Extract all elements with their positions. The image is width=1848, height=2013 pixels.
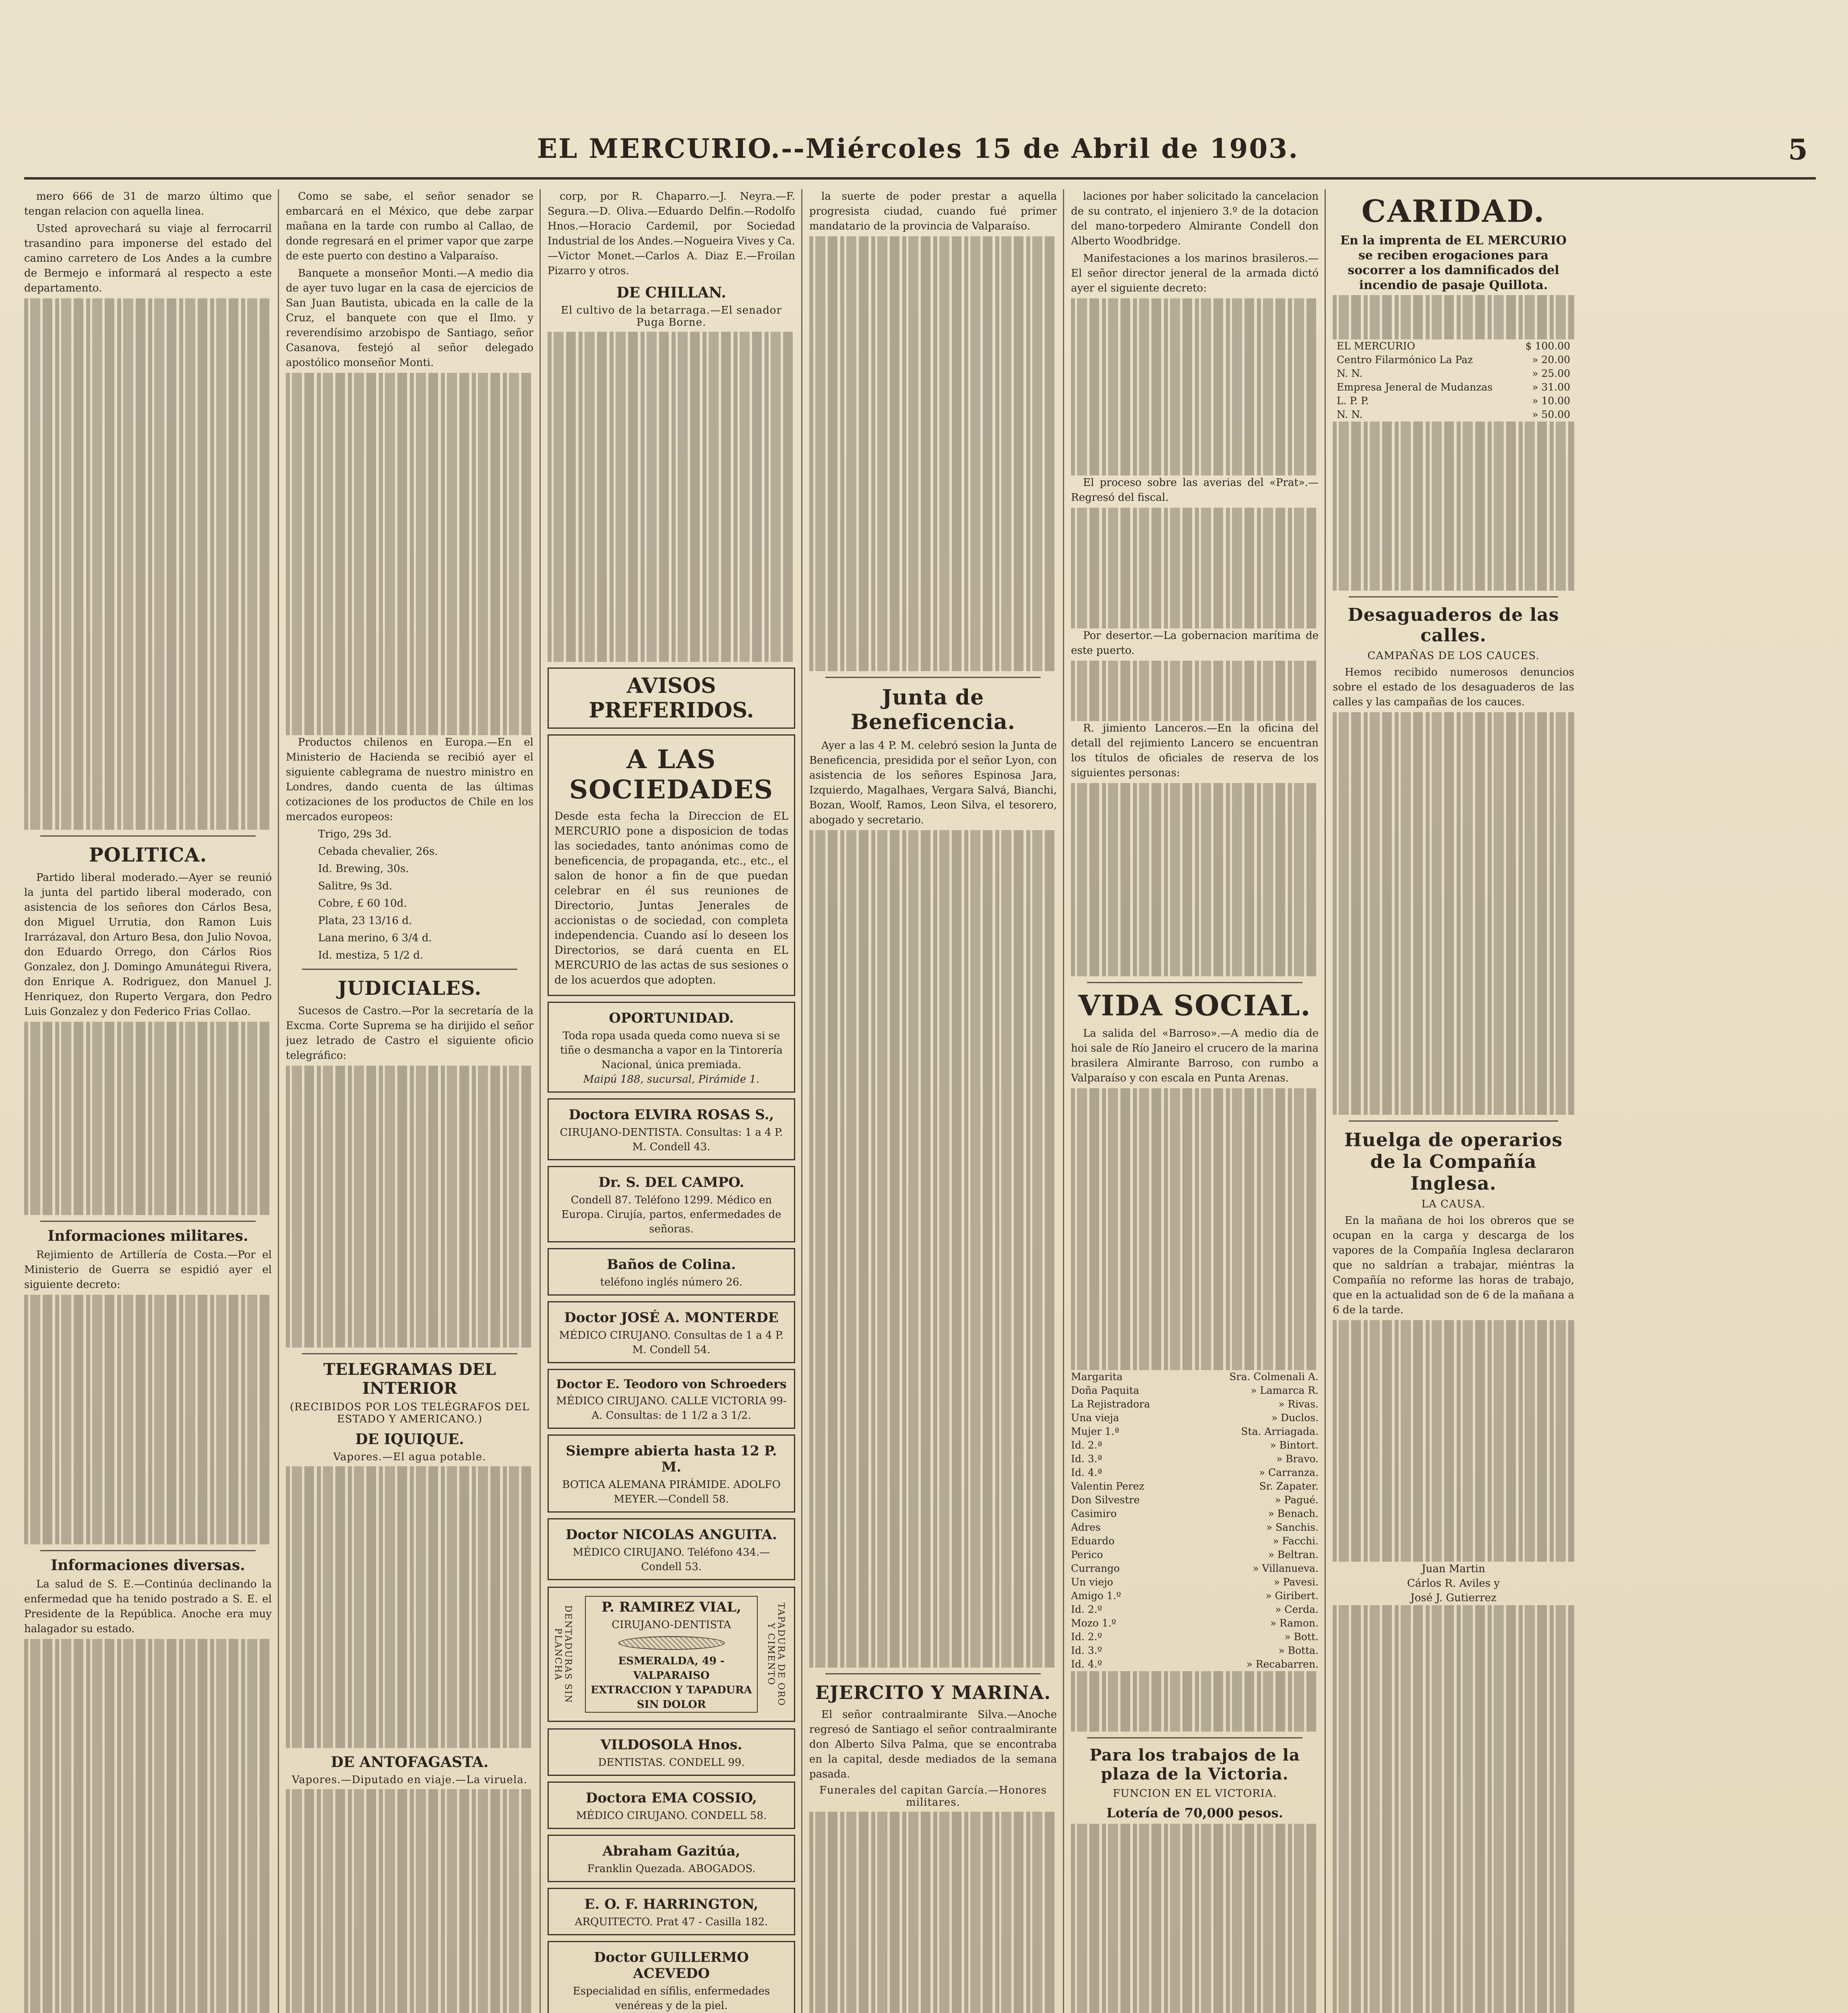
cast-row-label: Eduardo <box>1071 1535 1115 1547</box>
header-rule <box>24 177 1816 180</box>
cast-row <box>1071 1603 1319 1616</box>
ad-name: Baños de Colina. <box>607 1257 736 1273</box>
ad-detail: DENTISTAS. CONDELL 99. <box>598 1757 745 1769</box>
divider <box>825 1673 1041 1674</box>
cast-row <box>1071 1370 1319 1384</box>
cast-row-label: Id. 2.º <box>1071 1604 1102 1615</box>
cast-row <box>1071 1480 1319 1493</box>
text-block <box>809 830 1057 1668</box>
cast-row <box>1071 1521 1319 1534</box>
ad-detail: teléfono inglés número 26. <box>600 1276 743 1288</box>
cast-row-label: Id. 3.º <box>1071 1645 1102 1656</box>
section-title-vida-social: VIDA SOCIAL. <box>1078 989 1311 1022</box>
donor-row <box>1337 380 1570 394</box>
text-block <box>1071 298 1319 475</box>
quote-item: Plata, 23 13/16 d. <box>318 915 412 927</box>
divider <box>1087 1737 1302 1738</box>
signer: Cárlos R. Aviles y <box>1407 1577 1500 1589</box>
text-block <box>1071 783 1319 976</box>
quote-item: Id. Brewing, 30s. <box>318 863 409 875</box>
ad-del-campo <box>548 1166 795 1242</box>
ad-ema-cossio <box>548 1782 795 1829</box>
section-title-politica: POLITICA. <box>89 844 207 866</box>
text-block <box>1071 1671 1319 1732</box>
cast-row <box>1071 1575 1319 1589</box>
chillan-subtitle: El cultivo de la betarraga.—El senador Puga Borne. <box>561 304 782 329</box>
text-block <box>24 1022 272 1215</box>
ad-detail: Franklin Quezada. ABOGADOS. <box>587 1863 756 1875</box>
column-6 <box>1333 189 1812 2013</box>
quotes-list <box>286 827 533 963</box>
funerales-subtitle: Funerales del capitan García.—Honores militares. <box>819 1784 1047 1808</box>
cast-row <box>1071 1548 1319 1562</box>
divider <box>40 835 256 837</box>
donor-row-value: » 25.00 <box>1532 368 1570 379</box>
quote-item: Cebada chevalier, 26s. <box>318 845 438 858</box>
telegramas-subtitle: (RECIBIDOS POR LOS TELÉGRAFOS DEL ESTADO Y AMERICANO.) <box>290 1401 529 1425</box>
cast-row <box>1071 1397 1319 1411</box>
ad-name: VILDOSOLA Hnos. <box>600 1737 742 1753</box>
column-4 <box>809 189 1057 2013</box>
col4-intro: la suerte de poder prestar a aquella progresista ciudad, cuando fué primer mandatario de la provincia de Valparaíso. <box>809 190 1057 232</box>
cast-row-label: La Rejistradora <box>1071 1398 1150 1410</box>
ad-detail: ARQUITECTO. Prat 47 - Casilla 182. <box>575 1916 768 1928</box>
cast-row-value: » Villanueva. <box>1253 1562 1319 1574</box>
victoria-subtitle: FUNCION EN EL VICTORIA. <box>1112 1788 1277 1800</box>
cast-row-value: » Rivas. <box>1278 1398 1319 1410</box>
donor-row-value: » 10.00 <box>1532 395 1570 407</box>
desertor-text: Por desertor.—La gobernacion marítima de este puerto. <box>1071 630 1319 657</box>
cast-row-label: Un viejo <box>1071 1576 1113 1588</box>
cast-row-label: Margarita <box>1071 1371 1123 1383</box>
cast-row <box>1071 1466 1319 1480</box>
cast-list <box>1071 1370 1319 1671</box>
cast-row-value: » Carranza. <box>1259 1467 1319 1478</box>
avisos-banner: AVISOS PREFERIDOS. <box>548 668 795 729</box>
iquique-title: DE IQUIQUE. <box>355 1431 464 1448</box>
column-rule <box>801 189 802 2013</box>
cast-row-value: Sr. Zapater. <box>1259 1480 1319 1492</box>
oportunidad-title: OPORTUNIDAD. <box>609 1010 734 1026</box>
quote-item: Salitre, 9s 3d. <box>318 880 393 892</box>
cast-row-value: » Sanchis. <box>1266 1521 1319 1533</box>
chillan-title: DE CHILLAN. <box>616 284 726 301</box>
ad-name: Doctor JOSÉ A. MONTERDE <box>564 1310 779 1326</box>
cast-row-value: » Beltran. <box>1268 1549 1319 1560</box>
col2-intro: Como se sabe, el señor senador se embarcará en el México, que debe zarpar mañana en la tarde con rumbo al Callao, de donde regresará en el primer vapor que zarpe de este puerto con destino a Valparaíso. <box>286 190 533 262</box>
cast-row <box>1071 1534 1319 1548</box>
cast-row-label: Id. 3.ª <box>1071 1453 1102 1465</box>
ad-side-text: TAPADURA DE ORO Y CIMENTO <box>766 1602 786 1706</box>
tooth-illustration <box>618 1636 725 1650</box>
ad-harrington <box>548 1888 795 1935</box>
ad-monterde <box>548 1301 795 1363</box>
text-block <box>286 1066 533 1348</box>
cast-row-label: Casimiro <box>1071 1508 1117 1519</box>
cast-row-label: Perico <box>1071 1549 1103 1560</box>
ejercito-text: El señor contraalmirante Silva.—Anoche regresó de Santiago el señor contraalmirante don Alberto Silva Palma, que se encontraba en la capital, desde mediados de la semana pasada. <box>809 1709 1057 1780</box>
section-title-caridad: CARIDAD. <box>1361 193 1546 229</box>
ad-detail: CIRUJANO-DENTISTA. Consultas: 1 a 4 P. M. Condell 43. <box>560 1126 783 1153</box>
donor-row <box>1337 367 1570 380</box>
beneficencia-text: Ayer a las 4 P. M. celebró sesion la Junta de Beneficencia, presidida por el señor Lyon, con asistencia de los señores Espinosa Jara, Izquierdo, Magalhaes, Vergara Salvá, Bianchi, Bozan, Woolf, Ramos, Leon Silva, el tesorero, abogado y secretario. <box>809 740 1057 826</box>
text-block <box>548 332 795 662</box>
cast-row-value: » Facchi. <box>1273 1535 1319 1547</box>
ad-name: Siempre abierta hasta 12 P. M. <box>566 1443 777 1475</box>
column-rule <box>1325 189 1326 2013</box>
divider <box>825 677 1041 678</box>
section-title-judiciales: JUDICIALES. <box>337 977 482 1000</box>
oportunidad-ad <box>548 1002 795 1093</box>
lanceros-text: R. jimiento Lanceros.—En la oficina del detall del rejimiento Lancero se encuentran los títulos de oficiales de reserva de los siguientes personas: <box>1071 722 1319 779</box>
cast-row <box>1071 1384 1319 1397</box>
divider <box>302 1353 517 1354</box>
cast-row <box>1071 1644 1319 1658</box>
antofagasta-title: DE ANTOFAGASTA. <box>331 1754 489 1771</box>
column-rule <box>540 189 541 2013</box>
cast-row <box>1071 1438 1319 1452</box>
antofagasta-subtitle: Vapores.—Diputado en viaje.—La viruela. <box>292 1774 527 1786</box>
cast-row-label: Adres <box>1071 1521 1101 1533</box>
cast-row-value: » Botta. <box>1278 1645 1319 1656</box>
cast-row-label: Id. 4.ª <box>1071 1467 1102 1478</box>
ad-acevedo <box>548 1941 795 2013</box>
cast-row-label: Id. 4.º <box>1071 1658 1102 1670</box>
quote-item: Cobre, £ 60 10d. <box>318 897 407 909</box>
donors-list <box>1333 339 1574 422</box>
section-title-diversas: Informaciones diversas. <box>51 1557 245 1574</box>
cast-row-label: Currango <box>1071 1562 1120 1574</box>
column-2 <box>286 189 533 2013</box>
cast-row <box>1071 1411 1319 1425</box>
diversas-text: La salud de S. E.—Continúa declinando la enfermedad que ha tenido postrado a S. E. el Presidente de la República. Anoche era muy halagador su estado. <box>24 1578 272 1635</box>
cast-row-label: Don Silvestre <box>1071 1494 1140 1506</box>
col1-intro: mero 666 de 31 de marzo último que tengan relacion con aquella linea. <box>24 190 272 217</box>
text-block <box>809 236 1057 671</box>
cast-row <box>1071 1507 1319 1521</box>
militares-text: Rejimiento de Artillería de Costa.—Por el Ministerio de Guerra se espidió ayer el siguiente decreto: <box>24 1249 272 1291</box>
text-block <box>1333 712 1574 1115</box>
ad-detail: MÉDICO CIRUJANO. Consultas de 1 a 4 P. M. Condell 54. <box>559 1329 784 1356</box>
cast-row-value: » Bintort. <box>1270 1439 1319 1451</box>
judiciales-text: Sucesos de Castro.—Por la secretaría de la Excma. Corte Suprema se ha dirijido el señor juez letrado de Castro el siguiente oficio telegráfico: <box>286 1005 533 1062</box>
text-block <box>1071 661 1319 721</box>
donor-row <box>1337 394 1570 408</box>
cast-row <box>1071 1616 1319 1630</box>
text-block <box>24 1639 272 2013</box>
cast-row <box>1071 1452 1319 1466</box>
ad-gazitua <box>548 1835 795 1882</box>
ad-name: E. O. F. HARRINGTON, <box>584 1896 759 1912</box>
vial-extraction: EXTRACCION Y TAPADURA SIN DOLOR <box>591 1684 752 1711</box>
donor-row-value: » 31.00 <box>1532 381 1570 393</box>
quote-item: Trigo, 29s 3d. <box>318 828 392 840</box>
cast-row-label: Id. 2.º <box>1071 1631 1102 1643</box>
cast-row-value: » Bravo. <box>1276 1453 1319 1465</box>
cast-row <box>1071 1658 1319 1671</box>
text-block <box>286 1466 533 1748</box>
ad-elvira-rosas <box>548 1098 795 1160</box>
manif-text: Manifestaciones a los marinos brasileros.—El señor director jeneral de la armada dictó ayer el siguiente decreto: <box>1071 252 1319 294</box>
ad-name: Doctor GUILLERMO ACEVEDO <box>594 1949 749 1982</box>
donor-row-label: N. N. <box>1337 368 1363 379</box>
donor-row-label: Centro Filarmónico La Paz <box>1337 354 1473 366</box>
ad-detail: MÉDICO CIRUJANO. CALLE VICTORIA 99-A. Consultas: de 1 1/2 a 3 1/2. <box>556 1395 787 1422</box>
cast-row-value: » Ramon. <box>1270 1617 1319 1629</box>
loteria-title: Lotería de 70,000 pesos. <box>1106 1805 1283 1821</box>
cast-row-label: Doña Paquita <box>1071 1385 1139 1396</box>
ad-name: Doctora ELVIRA ROSAS S., <box>568 1107 774 1123</box>
cast-row-label: Una vieja <box>1071 1412 1119 1424</box>
cast-row-value: » Pavesi. <box>1273 1576 1319 1588</box>
cast-row-label: Id. 2.ª <box>1071 1439 1102 1451</box>
europa-text: Productos chilenos en Europa.—En el Ministerio de Hacienda se recibió ayer el siguiente cablegrama de nuestro ministro en Londres, dando cuenta de las últimas cotizaciones de los productos de Chile en los mercados europeos: <box>286 736 533 823</box>
ad-name: Doctor NICOLAS ANGUITA. <box>565 1527 777 1543</box>
politica-text: Partido liberal moderado.—Ayer se reunió la junta del partido liberal moderado, con asistencia de los señores don Cárlos Besa, don Miguel Urrutia, don Ramon Luis Irarrázaval, don Arturo Besa, don Julio Novoa, don Eduardo Orrego, don Cárlos Rios Gonzalez, don J. Domingo Amunátegui Rivera, don Enrique A. Rodriguez, don Manuel J. Henriquez, don Ruperto Vergara, don Pedro Luis Gonzalez y don Federico Frias Collao. <box>24 872 272 1018</box>
col6-inner <box>1333 193 1574 2013</box>
vial-address: ESMERALDA, 49 - VALPARAISO <box>618 1655 725 1682</box>
cast-row-value: » Giribert. <box>1265 1590 1319 1602</box>
ad-detail: BOTICA ALEMANA PIRÁMIDE. ADOLFO MEYER.—Condell 58. <box>562 1479 781 1505</box>
donor-row-value: » 20.00 <box>1532 354 1570 366</box>
section-title-huelga: Huelga de operarios de la Compañía Inglesa. <box>1344 1129 1563 1194</box>
quote-item: Lana merino, 6 3/4 d. <box>318 932 432 944</box>
divider <box>1087 982 1302 983</box>
col3-intro: corp, por R. Chaparro.—J. Neyra.—F. Segura.—D. Oliva.—Eduardo Delfin.—Rodolfo Hnos.—Horacio Cardemil, por Sociedad Industrial de los Andes.—Nogueira Vives y Ca.—Victor Monet.—Carlos A. Diaz E.—Froilan Pizarro y otros. <box>548 190 795 277</box>
ad-vildosola <box>548 1728 795 1776</box>
divider <box>302 969 517 970</box>
cast-row-value: » Bott. <box>1284 1631 1319 1643</box>
ad-banos-colina <box>548 1248 795 1296</box>
donor-row-label: EL MERCURIO <box>1337 340 1415 352</box>
cast-row-value: » Duclos. <box>1271 1412 1319 1424</box>
text-block <box>1333 422 1574 591</box>
divider <box>40 1550 256 1551</box>
cast-row-label: Valentin Perez <box>1071 1480 1145 1492</box>
cast-row-label: Mozo 1.º <box>1071 1617 1116 1629</box>
desaguaderos-text: Hemos recibido numerosos denuncios sobre el estado de los desaguaderos de las calles y las campañas de los cauces. <box>1333 666 1574 708</box>
section-title-ejercito: EJERCITO Y MARINA. <box>815 1682 1051 1703</box>
section-title-desaguaderos: Desaguaderos de las calles. <box>1348 605 1559 646</box>
ad-side-text: DENTADURAS SIN PLANCHA <box>553 1605 573 1703</box>
iquique-subtitle: Vapores.—El agua potable. <box>333 1451 486 1463</box>
signer: Juan Martin <box>1422 1563 1485 1575</box>
ad-ramirez-vial <box>548 1587 795 1722</box>
cast-row-value: Sta. Arriagada. <box>1241 1426 1319 1437</box>
vial-name: P. RAMIREZ VIAL, <box>601 1599 742 1615</box>
caridad-text: En la imprenta de EL MERCURIO se reciben erogaciones para socorrer a los damnificados del incendio de pasaje Quillota. <box>1340 234 1567 292</box>
text-block <box>809 1812 1057 2013</box>
text-block <box>1333 295 1574 339</box>
desaguaderos-subtitle: CAMPAÑAS DE LOS CAUCES. <box>1367 650 1540 662</box>
cast-row <box>1071 1562 1319 1575</box>
section-title-militares: Informaciones militares. <box>48 1228 248 1244</box>
cast-row-value: » Lamarca R. <box>1251 1385 1319 1396</box>
ad-name: Abraham Gazitúa, <box>602 1843 740 1859</box>
quote-item: Id. mestiza, 5 1/2 d. <box>318 949 424 961</box>
column-rule <box>1063 189 1064 2013</box>
donor-row-label: L. P. P. <box>1337 395 1369 407</box>
vida-text: La salida del «Barroso».—A medio dia de hoi sale de Río Janeiro el crucero de la marina brasilera Almirante Barroso, con rumbo a Valparaíso y con escala en Punta Arenas. <box>1071 1027 1319 1084</box>
ad-center <box>585 1596 758 1713</box>
text-block <box>286 1789 533 2013</box>
ad-name: Doctora EMA COSSIO, <box>585 1790 757 1806</box>
ad-name: Dr. S. DEL CAMPO. <box>598 1174 744 1190</box>
column-5 <box>1071 189 1319 2013</box>
ad-detail: MÉDICO CIRUJANO. CONDELL 58. <box>576 1810 767 1822</box>
huelga-subtitle: LA CAUSA. <box>1421 1198 1486 1210</box>
col5-intro: laciones por haber solicitado la cancelacion de su contrato, el injeniero 3.º de la dotacion del mano-torpedero Almirante Condell don Alberto Woodbridge. <box>1071 190 1319 247</box>
donor-row-label: N. N. <box>1337 409 1363 420</box>
donor-row-value: » 50.00 <box>1532 409 1570 420</box>
cast-row <box>1071 1589 1319 1603</box>
vial-subtitle: CIRUJANO-DENTISTA <box>612 1619 731 1631</box>
ad-detail: Especialidad en sífilis, enfermedades venéreas y de la piel. <box>573 1985 770 2012</box>
ad-name: Doctor E. Teodoro von Schroeders <box>556 1377 787 1391</box>
averias-text: El proceso sobre las averias del «Prat».—Regresó del fiscal. <box>1071 477 1319 504</box>
cast-row <box>1071 1493 1319 1507</box>
cast-row-value: Sra. Colmenali A. <box>1229 1371 1319 1383</box>
ad-schroeders <box>548 1369 795 1429</box>
cast-row-label: Mujer 1.ª <box>1071 1426 1119 1437</box>
huelga-signers <box>1333 1562 1574 1605</box>
donor-row-label: Empresa Jeneral de Mudanzas <box>1337 381 1493 393</box>
text-block <box>1071 1088 1319 1370</box>
masthead: EL MERCURIO.--Miércoles 15 de Abril de 1903. <box>537 133 1299 164</box>
donor-row <box>1337 408 1570 422</box>
section-title-victoria: Para los trabajos de la plaza de la Victoria. <box>1089 1746 1300 1784</box>
sociedades-text: Desde esta fecha la Direccion de EL MERCURIO pone a disposicion de todas las sociedades, tanto anónimas como de beneficencia, de propaganda, etc., etc., el salon de honor a fin de que puedan celebrar en él sus reuniones de Directorio, Juntas Jenerales de accionistas o de sociedad, con completa independencia. Cuando así lo deseen los Directorios, se dará cuenta en EL MERCURIO de las actas de sus sesiones o de los acuerdos que adopten. <box>554 810 788 986</box>
text-block <box>24 298 272 830</box>
cast-row-value: » Recabarren. <box>1246 1658 1319 1670</box>
cast-row-value: » Cerda. <box>1275 1604 1319 1615</box>
text-block <box>1071 508 1319 628</box>
oportunidad-text: Toda ropa usada queda como nueva si se tiñe o desmancha a vapor en la Tintorería Nacional, única premiada. <box>560 1030 783 1071</box>
donor-row <box>1337 339 1570 353</box>
cast-row <box>1071 1630 1319 1644</box>
cast-row-value: » Benach. <box>1268 1508 1319 1519</box>
ad-detail: Condell 87. Teléfono 1299. Médico en Europa. Cirujía, partos, enfermedades de señoras. <box>561 1194 781 1235</box>
section-title-telegramas: TELEGRAMAS DEL INTERIOR <box>323 1360 496 1398</box>
text-block <box>286 373 533 735</box>
cast-row <box>1071 1425 1319 1438</box>
page-number: 5 <box>1788 133 1808 166</box>
huelga-text: En la mañana de hoi los obreros que se ocupan en la carga y descarga de los vapores de la Compañía Inglesa declararon que no saldrían a trabajar, miéntras la Compañía no reforme las horas de trabajo, que en la actualidad son de 6 de la mañana a 6 de la tarde. <box>1333 1215 1574 1316</box>
text-block <box>1071 1824 1319 2013</box>
column-1 <box>24 189 272 2013</box>
oportunidad-address: Maipú 188, sucursal, Pirámide 1. <box>583 1073 760 1085</box>
section-title-beneficencia: Junta de Beneficencia. <box>851 685 1015 734</box>
text-block <box>1333 1605 1574 2013</box>
sociedades-box <box>548 734 795 996</box>
divider <box>1349 1120 1558 1122</box>
cast-row-label: Amigo 1.º <box>1071 1590 1121 1602</box>
ad-botica <box>548 1434 795 1513</box>
text-block <box>24 1295 272 1544</box>
column-rule <box>278 189 279 2013</box>
signer: José J. Gutierrez <box>1410 1592 1497 1604</box>
cast-row-value: » Pagué. <box>1275 1494 1319 1506</box>
donor-row <box>1337 353 1570 367</box>
text-block <box>1333 1320 1574 1562</box>
divider <box>1349 596 1558 597</box>
sociedades-title: A LAS SOCIEDADES <box>569 744 774 805</box>
ad-detail: MÉDICO CIRUJANO. Teléfono 434.—Condell 53. <box>573 1546 770 1573</box>
page-header <box>24 133 1812 169</box>
ad-anguita <box>548 1518 795 1580</box>
donor-row-value: $ 100.00 <box>1525 340 1570 352</box>
monti-text: Banquete a monseñor Monti.—A medio dia de ayer tuvo lugar en la casa de ejercicios de San Juan Bautista, ubicada en la calle de la Cruz, el banquete con que el Ilmo. y reverendísimo arzobispo de Santiago, señor Casanova, festejó al señor delegado apostólico monseñor Monti. <box>286 267 533 369</box>
divider <box>40 1221 256 1222</box>
column-3 <box>548 189 795 2013</box>
col1-intro2: Usted aprovechará su viaje al ferrocarril trasandino para imponerse del estado del camino carretero de Los Andes a la cumbre de Bermejo e informará al respecto a este departamento. <box>24 223 272 294</box>
